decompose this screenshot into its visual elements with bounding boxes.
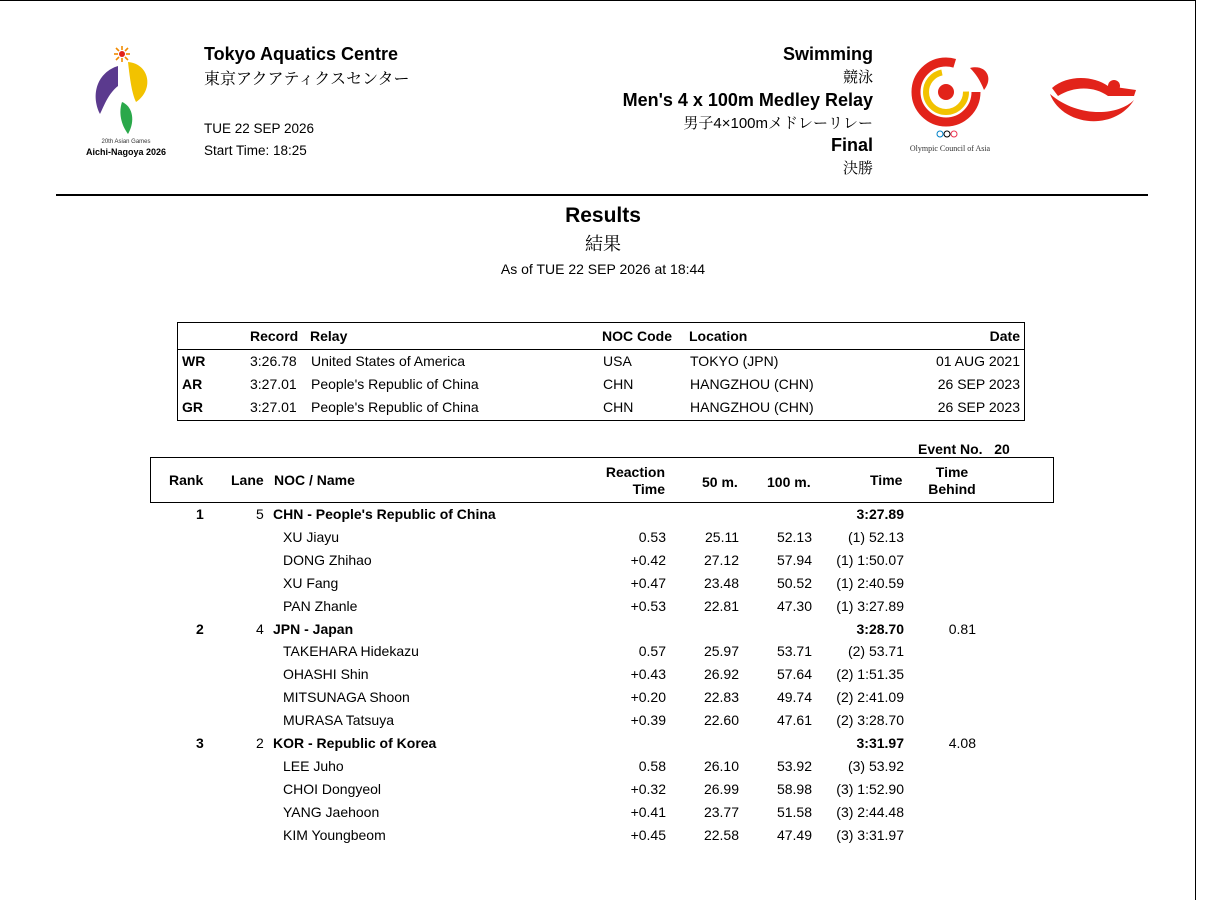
event-number	[918, 441, 1010, 457]
record-time: 3:27.01	[250, 399, 297, 415]
record-noc: CHN	[603, 399, 634, 415]
record-time: 3:27.01	[250, 376, 297, 392]
swimmer-50m: 23.48	[703, 574, 739, 591]
swimmer-name: XU Jiayu	[283, 528, 340, 545]
swimmer-split: (3) 3:31.97	[836, 826, 904, 843]
swimmer-row	[0, 712, 1206, 735]
event-title: Men's 4 x 100m Medley Relay	[622, 90, 873, 110]
swimmer-name: MITSUNAGA Shoon	[283, 689, 410, 706]
swimmer-100m: 57.64	[776, 666, 812, 683]
record-noc: USA	[603, 353, 632, 369]
swimmer-split: (1) 52.13	[847, 528, 904, 545]
event-title-jp: 男子4×100mメドレーリレー	[683, 115, 873, 132]
team-time: 3:31.97	[856, 735, 904, 751]
venue-name: Tokyo Aquatics Centre	[204, 44, 399, 64]
records-header-divider	[178, 349, 1024, 350]
team-time-behind: 4.08	[948, 735, 976, 751]
swimmer-100m: 47.61	[776, 712, 812, 729]
header-time-behind	[927, 464, 977, 498]
swimmer-100m: 50.52	[776, 574, 812, 591]
team-rank: 3	[196, 735, 204, 751]
results-title: Results	[565, 204, 641, 227]
records-header-date: Date	[989, 328, 1020, 344]
swimmer-50m: 22.58	[703, 826, 739, 843]
record-location: HANGZHOU (CHN)	[690, 399, 814, 415]
swimmer-row	[0, 552, 1206, 575]
swimmer-split: (1) 2:40.59	[836, 574, 904, 591]
swimmer-reaction: 0.53	[638, 528, 666, 545]
swimmer-split: (3) 1:52.90	[836, 780, 904, 797]
swimmer-reaction: +0.32	[630, 780, 666, 797]
swimmer-split: (3) 2:44.48	[836, 803, 904, 820]
record-location: TOKYO (JPN)	[690, 353, 779, 369]
team-row	[0, 735, 1206, 758]
swimmer-name: XU Fang	[283, 574, 339, 591]
record-location: HANGZHOU (CHN)	[690, 376, 814, 392]
venue-name-jp: 東京アクアティクスセンター	[204, 71, 410, 88]
swimmer-50m: 27.12	[703, 551, 739, 568]
swimmer-split: (2) 2:41.09	[836, 689, 904, 706]
phase-title: Final	[830, 135, 873, 155]
team-rank: 1	[196, 506, 204, 522]
header-behind-line2: Behind	[928, 481, 976, 497]
swimmer-reaction: +0.45	[630, 826, 666, 843]
record-type: AR	[182, 376, 203, 392]
team-lane: 5	[256, 506, 264, 522]
swimmer-100m: 53.92	[776, 757, 812, 774]
swimmer-50m: 26.10	[703, 757, 739, 774]
swimmer-reaction: +0.42	[630, 551, 666, 568]
event-number-value: 20	[994, 441, 1010, 457]
results-header	[150, 457, 1054, 503]
sport-title: Swimming	[782, 44, 873, 64]
swimmer-split: (1) 1:50.07	[836, 551, 904, 568]
swimmer-split: (1) 3:27.89	[836, 597, 904, 614]
team-row	[0, 621, 1206, 644]
team-name: JPN - Japan	[273, 620, 354, 637]
asian-games-logo-icon	[78, 44, 174, 162]
record-relay: United States of America	[311, 353, 466, 369]
swimmer-name: DONG Zhihao	[283, 551, 372, 568]
event-date: TUE 22 SEP 2026	[204, 121, 315, 136]
event-number-label: Event No.	[918, 441, 983, 457]
record-relay: People's Republic of China	[311, 399, 479, 415]
swimmer-split: (3) 53.92	[847, 757, 904, 774]
results-title-jp: 結果	[585, 234, 621, 254]
swimmer-row	[0, 575, 1206, 598]
record-date: 26 SEP 2023	[937, 399, 1020, 415]
swimmer-split: (2) 53.71	[847, 643, 904, 660]
team-time: 3:28.70	[856, 620, 904, 637]
swimmer-50m: 26.99	[703, 780, 739, 797]
header-divider	[56, 194, 1148, 196]
header-behind-line1: Time	[935, 464, 969, 480]
swimmer-name: TAKEHARA Hidekazu	[283, 643, 419, 660]
swimmer-row	[0, 666, 1206, 689]
team-lane: 4	[256, 620, 264, 637]
records-header-record: Record	[250, 328, 299, 344]
swimmer-row	[0, 529, 1206, 552]
records-header-location: Location	[689, 328, 748, 344]
team-rank: 2	[196, 620, 204, 637]
swimmer-row	[0, 643, 1206, 666]
swimmer-50m: 25.11	[705, 528, 739, 545]
record-date: 26 SEP 2023	[937, 376, 1020, 392]
record-relay: People's Republic of China	[311, 376, 479, 392]
start-time: Start Time: 18:25	[204, 143, 307, 158]
header-100m: 100 m.	[767, 474, 811, 490]
swimmer-reaction: +0.41	[630, 803, 666, 820]
records-header-noc: NOC Code	[602, 328, 672, 344]
swimmer-row	[0, 758, 1206, 781]
swimmer-50m: 22.60	[703, 712, 739, 729]
swimmer-reaction: +0.43	[630, 666, 666, 683]
header-reaction	[606, 464, 665, 498]
swimmer-reaction: +0.53	[630, 597, 666, 614]
swimmer-split: (2) 1:51.35	[836, 666, 904, 683]
team-name: KOR - Republic of Korea	[273, 735, 437, 751]
record-date: 01 AUG 2021	[935, 353, 1020, 369]
header-50m: 50 m.	[702, 474, 738, 490]
record-type: WR	[182, 353, 206, 369]
swimmer-name: PAN Zhanle	[283, 597, 358, 614]
records-table	[177, 322, 1025, 421]
swimmer-reaction: +0.47	[630, 574, 666, 591]
swimmer-name: KIM Youngbeom	[283, 826, 386, 843]
swimmer-reaction: +0.20	[630, 689, 666, 706]
header-reaction-line2: Time	[632, 481, 665, 497]
record-type: GR	[182, 399, 203, 415]
swimmer-row	[0, 804, 1206, 827]
oca-text: Olympic Council of Asia	[909, 144, 991, 153]
swimming-pictogram-icon	[1048, 70, 1142, 134]
team-name: CHN - People's Republic of China	[273, 506, 496, 522]
swimmer-100m: 47.49	[776, 826, 812, 843]
header-lane: Lane	[231, 472, 264, 488]
swimmer-50m: 23.77	[703, 803, 739, 820]
games-logo-line1: 20th Asian Games	[101, 139, 151, 145]
swimmer-50m: 22.81	[703, 597, 739, 614]
swimmer-row	[0, 598, 1206, 621]
swimmer-reaction: +0.39	[630, 712, 666, 729]
swimmer-split: (2) 3:28.70	[836, 712, 904, 729]
swimmer-name: YANG Jaehoon	[283, 803, 380, 820]
swimmer-100m: 58.98	[776, 780, 812, 797]
swimmer-100m: 53.71	[776, 643, 812, 660]
as-of-timestamp: As of TUE 22 SEP 2026 at 18:44	[500, 261, 706, 277]
swimmer-name: LEE Juho	[283, 757, 344, 774]
swimmer-50m: 22.83	[703, 689, 739, 706]
header-time: Time	[870, 472, 903, 488]
swimmer-name: OHASHI Shin	[283, 666, 369, 683]
header-reaction-line1: Reaction	[605, 464, 665, 480]
swimmer-reaction: 0.57	[638, 643, 666, 660]
swimmer-reaction: 0.58	[638, 757, 666, 774]
games-logo-line2: Aichi-Nagoya 2026	[85, 147, 167, 157]
swimmer-name: MURASA Tatsuya	[283, 712, 395, 729]
record-time: 3:26.78	[250, 353, 297, 369]
team-time-behind: 0.81	[948, 620, 976, 637]
swimmer-row	[0, 827, 1206, 850]
swimmer-100m: 52.13	[776, 528, 812, 545]
team-lane: 2	[256, 735, 264, 751]
swimmer-row	[0, 781, 1206, 804]
record-noc: CHN	[603, 376, 634, 392]
swimmer-50m: 25.97	[703, 643, 739, 660]
sport-title-jp: 競泳	[842, 69, 873, 86]
swimmer-100m: 51.58	[776, 803, 812, 820]
phase-title-jp: 決勝	[842, 160, 873, 177]
swimmer-50m: 26.92	[703, 666, 739, 683]
team-time: 3:27.89	[856, 506, 904, 522]
swimmer-100m: 57.94	[776, 551, 812, 568]
swimmer-name: CHOI Dongyeol	[283, 780, 382, 797]
records-header-relay: Relay	[310, 328, 348, 344]
swimmer-100m: 49.74	[776, 689, 812, 706]
header-noc-name: NOC / Name	[274, 472, 355, 488]
header-rank: Rank	[169, 472, 204, 488]
team-row	[0, 506, 1206, 529]
swimmer-100m: 47.30	[776, 597, 812, 614]
oca-logo-icon	[900, 50, 1000, 160]
swimmer-row	[0, 689, 1206, 712]
